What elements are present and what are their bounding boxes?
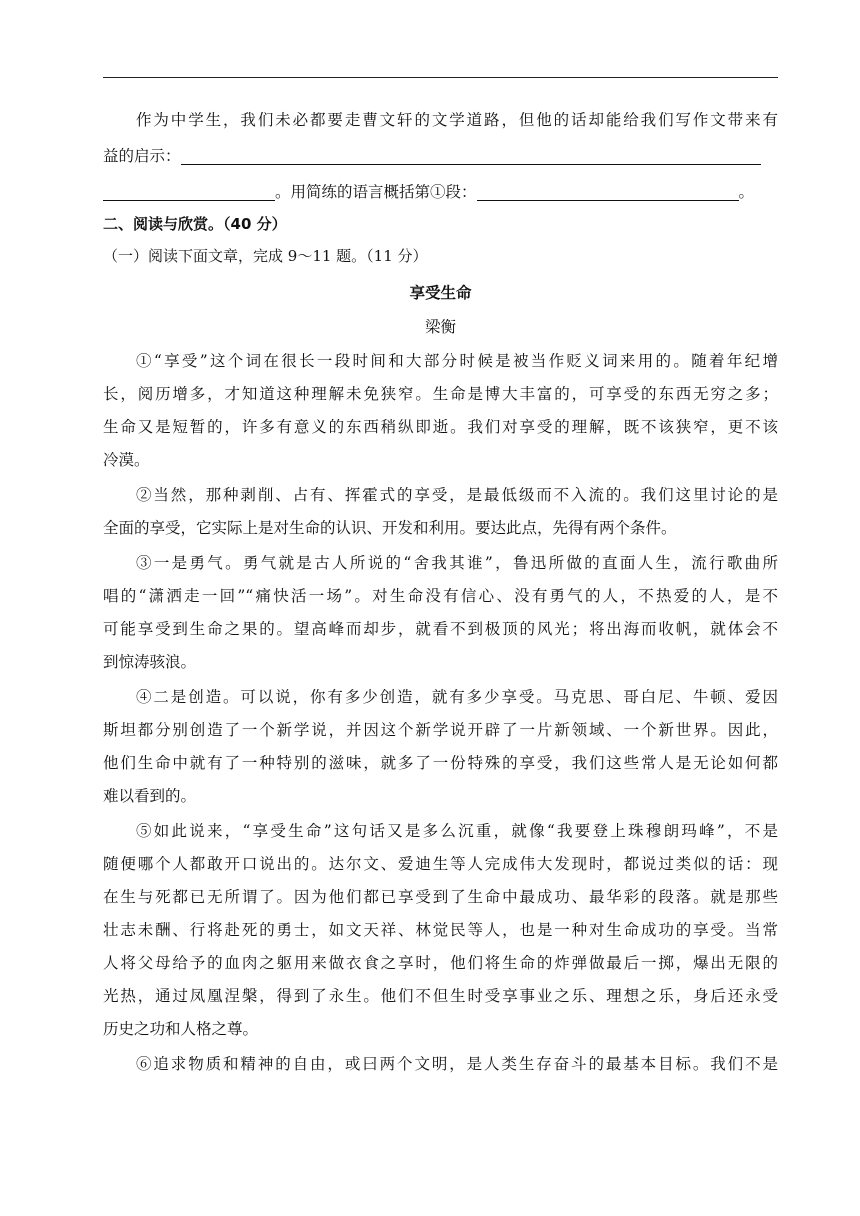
article-line: 难以看到的。 (103, 787, 197, 805)
article-line: 他们生命中就有了一种特别的滋味，就多了一份特殊的享受，我们这些常人是无论如何都 (103, 754, 778, 772)
prev-question-line-1: 作为中学生，我们未必都要走曹文轩的文学道路，但他的话却能给我们写作文带来有 (136, 111, 778, 129)
answer-blank-1[interactable] (181, 147, 761, 165)
section-subheading: （一）阅读下面文章，完成 9～11 题。（11 分） (103, 247, 428, 265)
article-line: 在生与死都已无所谓了。因为他们都已享受到了生命中最成功、最华彩的段落。就是那些 (103, 888, 778, 906)
section-heading: 二、阅读与欣赏。（40 分） (103, 215, 287, 233)
article-line: 长，阅历增多，才知道这种理解未免狭窄。生命是博大丰富的，可享受的东西无穷之多； (103, 385, 778, 403)
article-author: 梁衡 (424, 318, 456, 336)
article-line: 生命又是短暂的，许多有意义的东西稍纵即逝。我们对享受的理解，既不该狭窄，更不该 (103, 418, 778, 436)
answer-blank-3[interactable] (477, 183, 739, 201)
prev-question-summary-prompt: 。用简练的语言概括第①段： (275, 183, 477, 201)
article-line: 可能享受到生命之果的。望高峰而却步，就看不到极顶的风光；将出海而收帆，就体会不 (103, 620, 778, 638)
answer-blank-2[interactable] (103, 183, 275, 201)
article-line: ⑥追求物质和精神的自由，或曰两个文明，是人类生存奋斗的最基本目标。我们不是 (136, 1055, 778, 1073)
header-rule (103, 77, 778, 78)
article-line: ④二是创造。可以说，你有多少创造，就有多少享受。马克思、哥白尼、牛顿、爱因 (136, 688, 778, 706)
article-line: ⑤如此说来，“享受生命”这句话又是多么沉重，就像“我要登上珠穆朗玛峰”，不是 (136, 822, 778, 840)
article-line: 随便哪个人都敢开口说出的。达尔文、爱迪生等人完成伟大发现时，都说过类似的话：现 (103, 855, 778, 873)
article-line: ②当然，那种剥削、占有、挥霍式的享受，是最低级而不入流的。我们这里讨论的是 (136, 486, 778, 504)
article-line: 唱的“潇洒走一回”“痛快活一场”。对生命没有信心、没有勇气的人，不热爱的人，是不 (103, 587, 778, 605)
prev-question-prefix: 益的启示： (103, 147, 181, 165)
article-line: ③一是勇气。勇气就是古人所说的“舍我其谁”，鲁迅所做的直面人生，流行歌曲所 (136, 554, 778, 572)
prev-question-line-3 (103, 181, 778, 203)
article-line: 全面的享受，它实际上是对生命的认识、开发和利用。要达此点，先得有两个条件。 (103, 519, 677, 537)
article-line: 人将父母给予的血肉之躯用来做衣食之享时，他们将生命的炸弹做最后一掷，爆出无限的 (103, 954, 778, 972)
prev-question-line-2 (103, 145, 778, 167)
article-line: 光热，通过凤凰涅槃，得到了永生。他们不但生时受享事业之乐、理想之乐，身后还永受 (103, 987, 778, 1005)
article-line: 冷漠。 (103, 451, 150, 469)
article-line: 历史之功和人格之尊。 (103, 1020, 259, 1038)
prev-question-end-mark: 。 (738, 183, 755, 201)
article-line: 斯坦都分别创造了一个新学说，并因这个新学说开辟了一片新领域、一个新世界。因此， (103, 721, 778, 739)
article-line: 到惊涛骇浪。 (103, 653, 197, 671)
article-line: 壮志未酬、行将赴死的勇士，如文天祥、林觉民等人，也是一种对生命成功的享受。当常 (103, 921, 778, 939)
article-line: ①“享受”这个词在很长一段时间和大部分时候是被当作贬义词来用的。随着年纪增 (136, 352, 778, 370)
article-title: 享受生命 (409, 284, 472, 302)
